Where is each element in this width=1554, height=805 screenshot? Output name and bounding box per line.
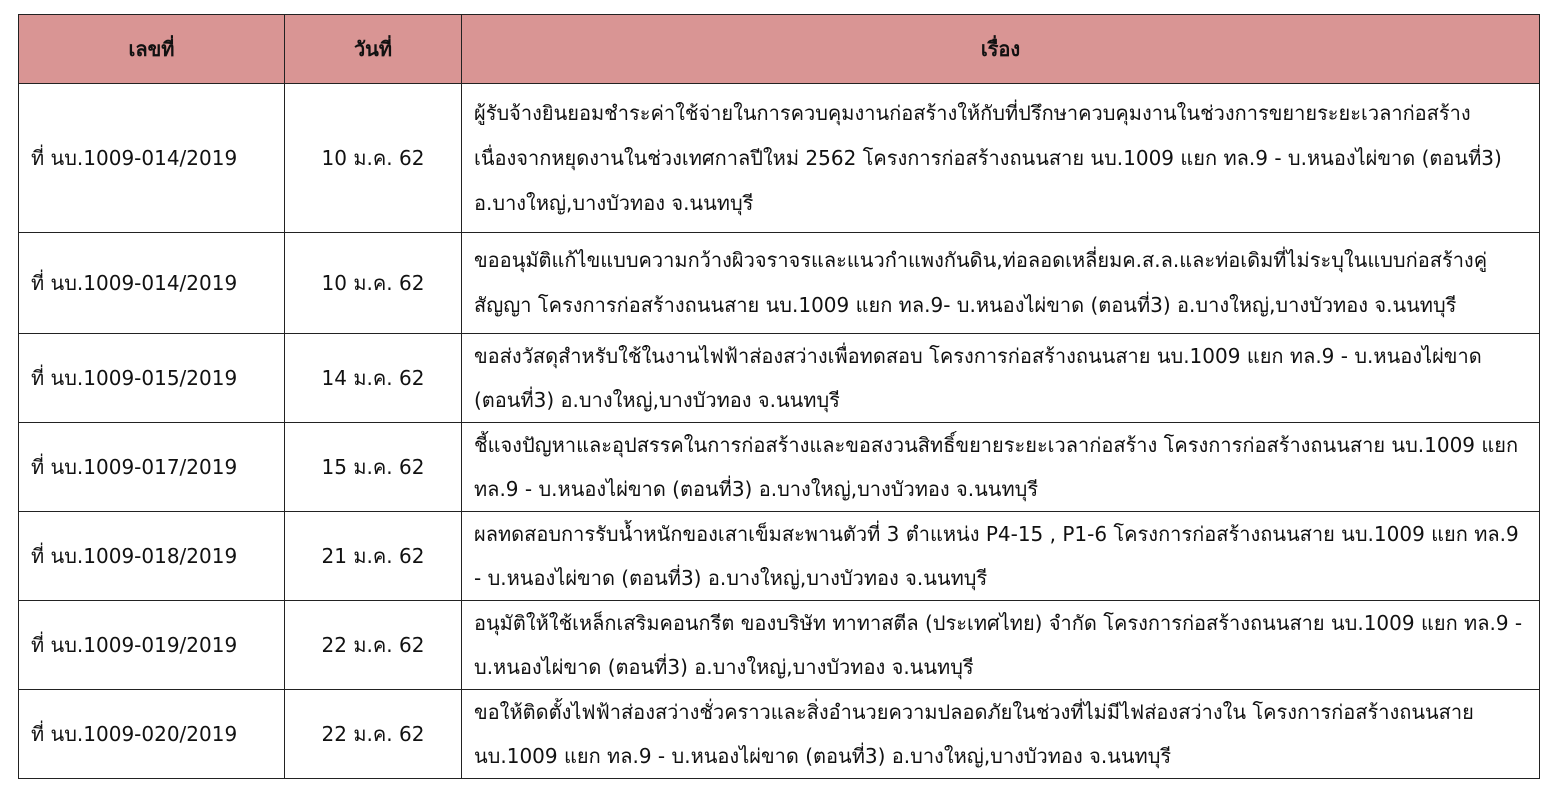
table-row [19,334,1540,423]
correspondence-table [18,14,1540,779]
table-row [19,84,1540,233]
header-date: วันที่ [285,15,462,84]
document-subject: ขอส่งวัสดุสำหรับใช้ในงานไฟฟ้าส่องสว่างเพื่อทดสอบ โครงการก่อสร้างถนนสาย นบ.1009 แยก ทล.9 - บ.หนองไผ่ขาด (ตอนที่3) อ.บางใหญ่,บางบัวทอง จ.นนทบุรี [462,334,1540,423]
table-row [19,512,1540,601]
document-number: ที่ นบ.1009-015/2019 [19,334,285,423]
header-number: เลขที่ [19,15,285,84]
table-row [19,423,1540,512]
document-date: 14 ม.ค. 62 [285,334,462,423]
table-row [19,233,1540,334]
document-number: ที่ นบ.1009-017/2019 [19,423,285,512]
header-subject: เรื่อง [462,15,1540,84]
document-date: 10 ม.ค. 62 [285,84,462,233]
document-number: ที่ นบ.1009-018/2019 [19,512,285,601]
document-date: 22 ม.ค. 62 [285,601,462,690]
document-number: ที่ นบ.1009-014/2019 [19,233,285,334]
document-date: 21 ม.ค. 62 [285,512,462,601]
document-date: 10 ม.ค. 62 [285,233,462,334]
table-row [19,690,1540,779]
document-date: 22 ม.ค. 62 [285,690,462,779]
document-date: 15 ม.ค. 62 [285,423,462,512]
document-number: ที่ นบ.1009-014/2019 [19,84,285,233]
document-subject: ชี้แจงปัญหาและอุปสรรคในการก่อสร้างและขอสงวนสิทธิ์ขยายระยะเวลาก่อสร้าง โครงการก่อสร้างถนนสาย นบ.1009 แยก ทล.9 - บ.หนองไผ่ขาด (ตอนที่3) อ.บางใหญ่,บางบัวทอง จ.นนทบุรี [462,423,1540,512]
document-subject: ผู้รับจ้างยินยอมชำระค่าใช้จ่ายในการควบคุมงานก่อสร้างให้กับที่ปรึกษาควบคุมงานในช่วงการขยายระยะเวลาก่อสร้าง เนื่องจากหยุดงานในช่วงเทศกาลปีใหม่ 2562 โครงการก่อสร้างถนนสาย นบ.1009 แยก ทล.9 - บ.หนองไผ่ขาด (ตอนที่3) อ.บางใหญ่,บางบัวทอง จ.นนทบุรี [462,84,1540,233]
document-subject: อนุมัติให้ใช้เหล็กเสริมคอนกรีต ของบริษัท ทาทาสตีล (ประเทศไทย) จำกัด โครงการก่อสร้างถนนสาย นบ.1009 แยก ทล.9 - บ.หนองไผ่ขาด (ตอนที่3) อ.บางใหญ่,บางบัวทอง จ.นนทบุรี [462,601,1540,690]
table-row [19,601,1540,690]
table-body [19,84,1540,779]
document-subject: ผลทดสอบการรับน้ำหนักของเสาเข็มสะพานตัวที่ 3 ตำแหน่ง P4-15 , P1-6 โครงการก่อสร้างถนนสาย นบ.1009 แยก ทล.9 - บ.หนองไผ่ขาด (ตอนที่3) อ.บางใหญ่,บางบัวทอง จ.นนทบุรี [462,512,1540,601]
table-header [19,15,1540,84]
document-subject: ขออนุมัติแก้ไขแบบความกว้างผิวจราจรและแนวกำแพงกันดิน,ท่อลอดเหลี่ยมค.ส.ล.และท่อเดิมที่ไม่ระบุในแบบก่อสร้างคู่สัญญา โครงการก่อสร้างถนนสาย นบ.1009 แยก ทล.9- บ.หนองไผ่ขาด (ตอนที่3) อ.บางใหญ่,บางบัวทอง จ.นนทบุรี [462,233,1540,334]
document-number: ที่ นบ.1009-019/2019 [19,601,285,690]
document-subject: ขอให้ติดตั้งไฟฟ้าส่องสว่างชั่วคราวและสิ่งอำนวยความปลอดภัยในช่วงที่ไม่มีไฟส่องสว่างใน โครงการก่อสร้างถนนสาย นบ.1009 แยก ทล.9 - บ.หนองไผ่ขาด (ตอนที่3) อ.บางใหญ่,บางบัวทอง จ.นนทบุรี [462,690,1540,779]
header-row [19,15,1540,84]
document-number: ที่ นบ.1009-020/2019 [19,690,285,779]
